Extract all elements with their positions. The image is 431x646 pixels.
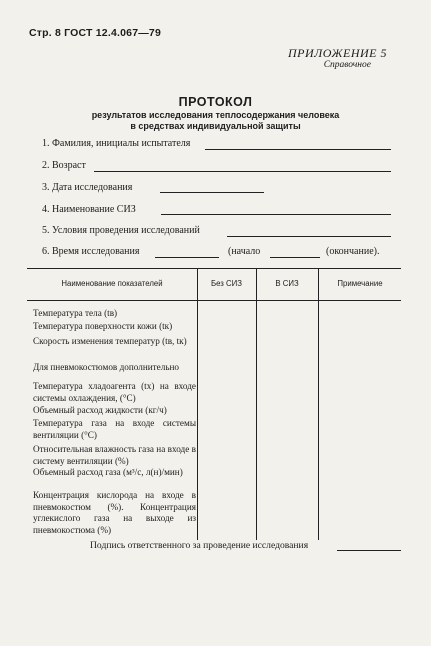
table-row-7: Температура газа на входе системы вентиляции (°С) bbox=[33, 418, 196, 440]
protocol-subtitle-2: в средствах индивидуальной защиты bbox=[130, 121, 301, 131]
col-header-note: Примечание bbox=[337, 279, 383, 288]
col-header-without-siz: Без СИЗ bbox=[211, 279, 242, 288]
table-row-4: Для пневмокостюмов дополнительно bbox=[33, 362, 180, 372]
table-col-divider-2 bbox=[256, 268, 257, 540]
table-row-6: Объемный расход жидкости (кг/ч) bbox=[33, 405, 167, 415]
field-age-line[interactable] bbox=[94, 171, 391, 172]
field-time-end-label: (окончание). bbox=[326, 246, 380, 257]
table-row-3: Скорость изменения температур (tв, tк) bbox=[33, 336, 187, 346]
table-row-5: Температура хладоагента (tх) на входе системы охлаждения, (°С) bbox=[33, 381, 196, 403]
field-time-line-1[interactable] bbox=[155, 257, 219, 258]
table-col-divider-3 bbox=[318, 268, 319, 540]
col-header-indicator: Наименование показателей bbox=[61, 279, 163, 288]
field-time-line-2[interactable] bbox=[270, 257, 320, 258]
table-row-2: Температура поверхности кожи (tк) bbox=[33, 321, 173, 331]
table-header-rule bbox=[27, 300, 401, 301]
field-siz-label: 4. Наименование СИЗ bbox=[42, 204, 136, 215]
table-row-8: Относительная влажность газа на входе в систему вентиляции (%) bbox=[33, 444, 196, 466]
signature-line[interactable] bbox=[337, 550, 401, 551]
field-date-line[interactable] bbox=[160, 192, 264, 193]
field-siz-line[interactable] bbox=[161, 214, 391, 215]
field-age-label: 2. Возраст bbox=[42, 160, 86, 171]
col-header-with-siz: В СИЗ bbox=[275, 279, 299, 288]
table-top-rule bbox=[27, 268, 401, 269]
field-date-label: 3. Дата исследования bbox=[42, 182, 133, 193]
field-time-start-label: (начало bbox=[228, 246, 261, 257]
table-row-10: Концентрация кислорода на входе в пневмокостюм (%). Концентрация углекислого газа на выходе из пневмокостюма (%) bbox=[33, 490, 196, 535]
table-row-1: Температура тела (tв) bbox=[33, 308, 118, 318]
appendix-note: Справочное bbox=[323, 60, 371, 70]
protocol-subtitle-1: результатов исследования теплосодержания человека bbox=[91, 110, 340, 120]
field-time-label: 6. Время исследования bbox=[42, 246, 140, 257]
page-header: Стр. 8 ГОСТ 12.4.067—79 bbox=[29, 27, 162, 39]
field-name-label: 1. Фамилия, инициалы испытателя bbox=[42, 138, 191, 149]
field-conditions-label: 5. Условия проведения исследований bbox=[42, 225, 200, 236]
table-row-9: Объемный расход газа (м³/с, л(н)/мин) bbox=[33, 467, 183, 477]
signature-label: Подпись ответственного за проведение исследования bbox=[90, 540, 309, 551]
protocol-title: ПРОТОКОЛ bbox=[178, 95, 253, 109]
field-name-line[interactable] bbox=[205, 149, 391, 150]
appendix-label: ПРИЛОЖЕНИЕ 5 bbox=[288, 46, 387, 60]
table-col-divider-1 bbox=[197, 268, 198, 540]
field-conditions-line[interactable] bbox=[227, 236, 391, 237]
